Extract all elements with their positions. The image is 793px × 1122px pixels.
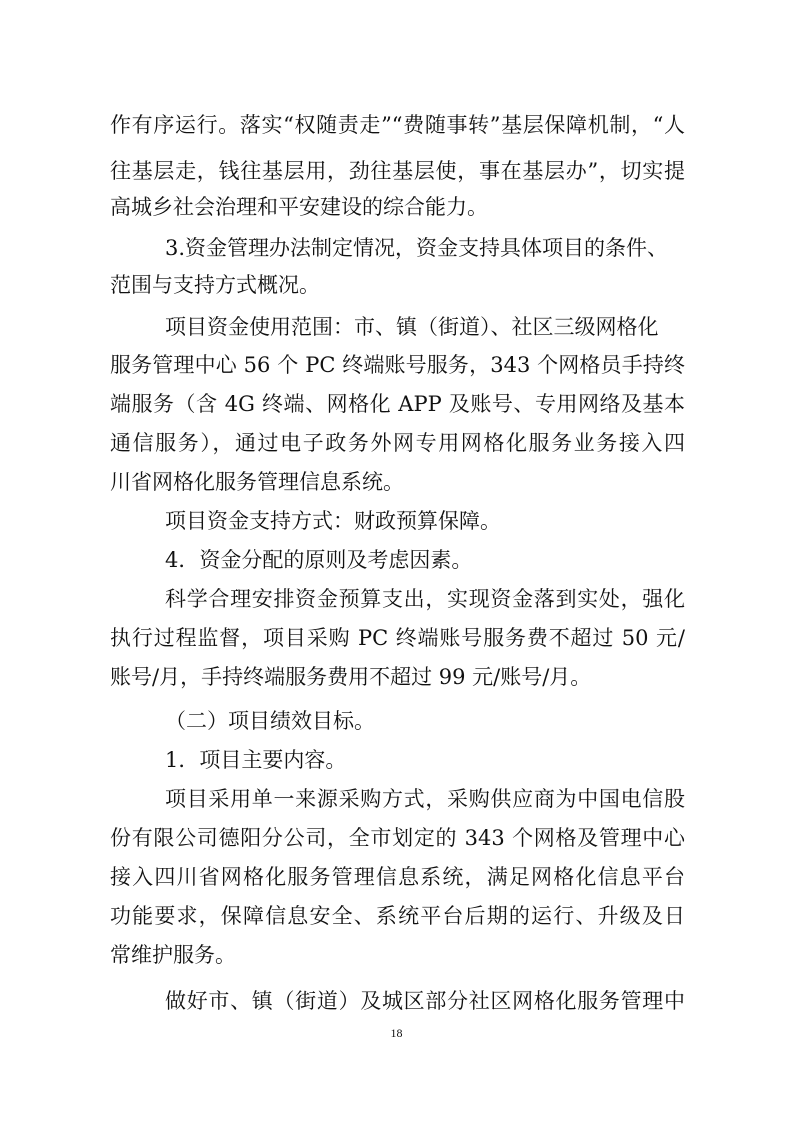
body-text-line: 项目资金支持方式：财政预算保障。 [165, 509, 501, 533]
section-item-3: 3.资金管理办法制定情况，资金支持具体项目的条件、 [165, 236, 669, 260]
body-text-line: 服务管理中心 56 个 PC 终端账号服务，343 个网格员手持终 [110, 353, 685, 377]
body-text-line: 账号/月，手持终端服务费用不超过 99 元/账号/月。 [110, 665, 592, 689]
body-text-line: 做好市、镇（街道）及城区部分社区网格化服务管理中 [165, 989, 685, 1013]
body-text-line: 高城乡社会治理和平安建设的综合能力。 [110, 195, 488, 219]
body-text-line: 常维护服务。 [110, 943, 236, 967]
section-item-1: 1．项目主要内容。 [165, 748, 347, 772]
section-item-4: 4．资金分配的原则及考虑因素。 [165, 548, 473, 572]
page-number: 18 [390, 1026, 403, 1040]
body-text-line: 往基层走，钱往基层用，劲往基层使，事在基层办”，切实提 [110, 159, 685, 183]
body-text-line: 项目采用单一来源采购方式，采购供应商为中国电信股 [165, 787, 685, 811]
body-text-line: 项目资金使用范围：市、镇（街道）、社区三级网格化 [165, 315, 659, 339]
body-text-line: 功能要求，保障信息安全、系统平台后期的运行、升级及日 [110, 904, 685, 928]
body-text-line: 通信服务），通过电子政务外网专用网格化服务业务接入四 [110, 431, 685, 455]
body-text-line: 川省网格化服务管理信息系统。 [110, 470, 404, 494]
body-text-line: 份有限公司德阳分公司，全市划定的 343 个网格及管理中心 [110, 826, 685, 850]
body-text-line: 作有序运行。落实“权随责走”“费随事转”基层保障机制，“人 [110, 113, 685, 137]
body-text-line: 端服务（含 4G 终端、网格化 APP 及账号、专用网络及基本 [110, 392, 685, 416]
section-heading-2: （二）项目绩效目标。 [165, 709, 375, 733]
body-text-line: 范围与支持方式概况。 [110, 273, 320, 297]
body-text-line: 执行过程监督，项目采购 PC 终端账号服务费不超过 50 元/ [110, 626, 685, 650]
body-text-line: 科学合理安排资金预算支出，实现资金落到实处，强化 [165, 587, 685, 611]
body-text-line: 接入四川省网格化服务管理信息系统，满足网格化信息平台 [110, 865, 685, 889]
